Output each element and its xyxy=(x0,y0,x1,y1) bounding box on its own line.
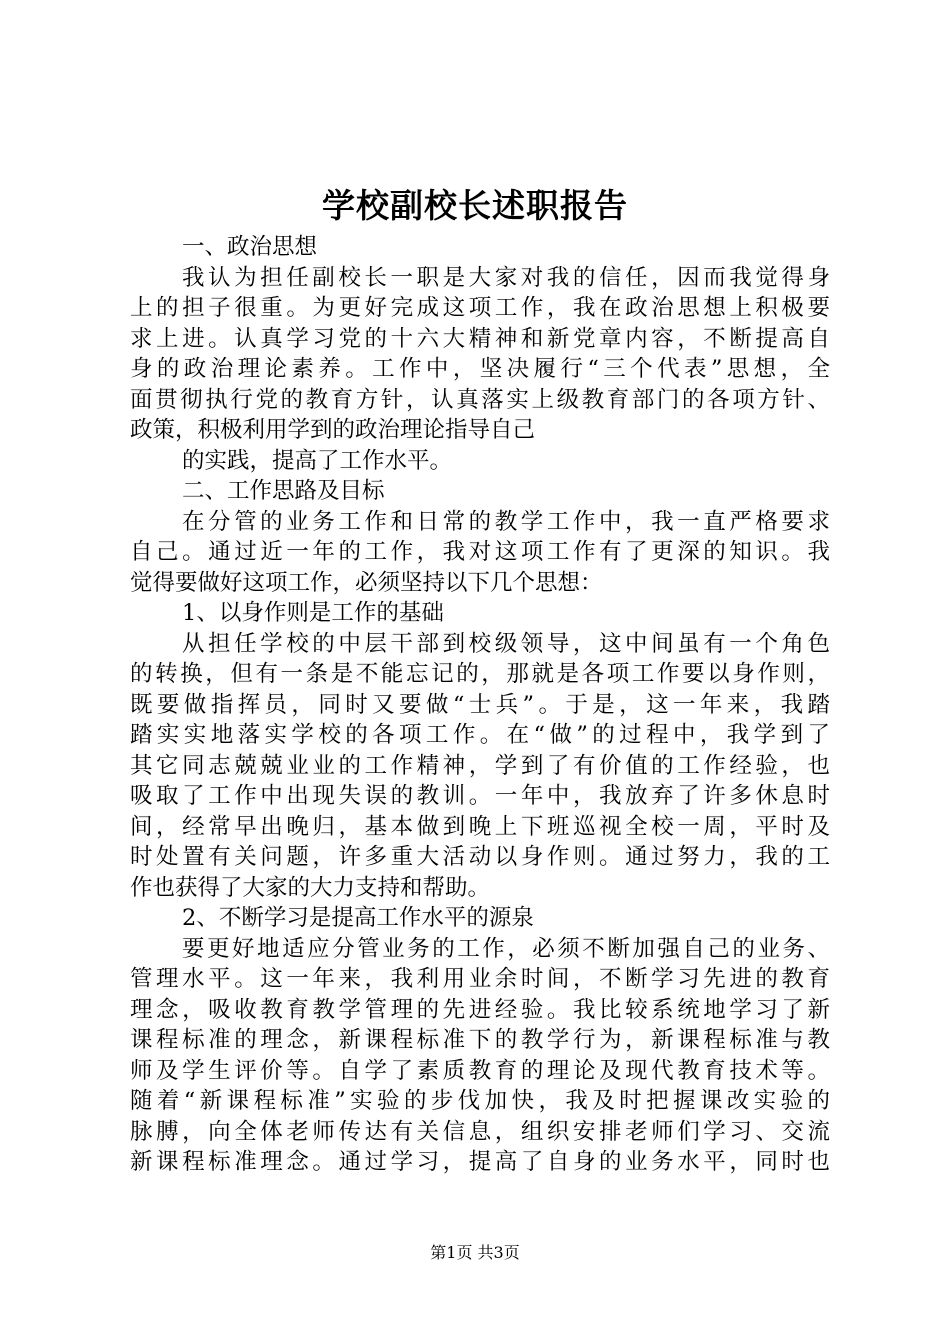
paragraph-line: 要更好地适应分管业务的工作，必须不断加强自己的业务、 xyxy=(182,935,830,962)
paragraph-line: 自己。通过近一年的工作，我对这项工作有了更深的知识。我 xyxy=(130,539,830,565)
paragraph-line: 脉膊，向全体老师传达有关信息，组织安排老师们学习、交流 xyxy=(130,1118,830,1145)
document-body xyxy=(130,232,830,1178)
paragraph-line: 面贯彻执行党的教育方针，认真落实上级教育部门的各项方针、 xyxy=(130,386,830,413)
paragraph-line: 踏实实地落实学校的各项工作。在“做”的过程中，我学到了 xyxy=(130,722,830,748)
section-heading-line: 二、工作思路及目标 xyxy=(182,478,385,504)
section-heading-line: 的实践，提高了工作水平。 xyxy=(182,447,453,474)
paragraph-line: 求上进。认真学习党的十六大精神和新党章内容，不断提高自 xyxy=(130,325,830,352)
section-heading-line: 2、不断学习是提高工作水平的源泉 xyxy=(182,905,534,931)
paragraph-line: 课程标准的理念，新课程标准下的教学行为，新课程标准与教 xyxy=(130,1027,830,1053)
paragraph-line: 理念，吸收教育教学管理的先进经验。我比较系统地学习了新 xyxy=(130,996,830,1023)
paragraph-line: 我认为担任副校长一职是大家对我的信任，因而我觉得身 xyxy=(182,264,830,291)
paragraph-line: 师及学生评价等。自学了素质教育的理论及现代教育技术等。 xyxy=(130,1057,830,1084)
paragraph-line: 上的担子很重。为更好完成这项工作，我在政治思想上积极要 xyxy=(130,295,830,321)
paragraph-line: 其它同志兢兢业业的工作精神，学到了有价值的工作经验，也 xyxy=(130,752,830,779)
paragraph-line: 作也获得了大家的大力支持和帮助。 xyxy=(130,874,491,901)
page-footer: 第1页 共3页 xyxy=(430,1243,520,1262)
paragraph-line: 既要做指挥员，同时又要做“士兵”。于是，这一年来，我踏 xyxy=(130,691,830,718)
paragraph-line: 吸取了工作中出现失误的教训。一年中，我放弃了许多休息时 xyxy=(130,783,830,809)
document-title: 学校副校长述职报告 xyxy=(322,186,628,225)
paragraph-line: 间，经常早出晚归，基本做到晚上下班巡视全校一周，平时及 xyxy=(130,813,830,840)
paragraph-line: 随着“新课程标准”实验的步伐加快，我及时把握课改实验的 xyxy=(130,1088,830,1114)
paragraph-line: 在分管的业务工作和日常的教学工作中，我一直严格要求 xyxy=(182,508,830,535)
paragraph-line: 时处置有关问题，许多重大活动以身作则。通过努力，我的工 xyxy=(130,844,830,870)
section-heading-line: 1、以身作则是工作的基础 xyxy=(182,600,444,626)
paragraph-line: 政策，积极利用学到的政治理论指导自己 xyxy=(130,417,536,443)
section-heading-line: 一、政治思想 xyxy=(182,234,318,260)
paragraph-line: 身的政治理论素养。工作中，坚决履行“三个代表”思想，全 xyxy=(130,356,830,382)
paragraph-line: 的转换，但有一条是不能忘记的，那就是各项工作要以身作则， xyxy=(130,661,830,687)
paragraph-line: 管理水平。这一年来，我利用业余时间，不断学习先进的教育 xyxy=(130,966,830,992)
paragraph-line: 觉得要做好这项工作，必须坚持以下几个思想： xyxy=(130,569,603,596)
paragraph-line: 新课程标准理念。通过学习，提高了自身的业务水平，同时也 xyxy=(130,1149,830,1175)
paragraph-line: 从担任学校的中层干部到校级领导，这中间虽有一个角色 xyxy=(182,630,830,657)
